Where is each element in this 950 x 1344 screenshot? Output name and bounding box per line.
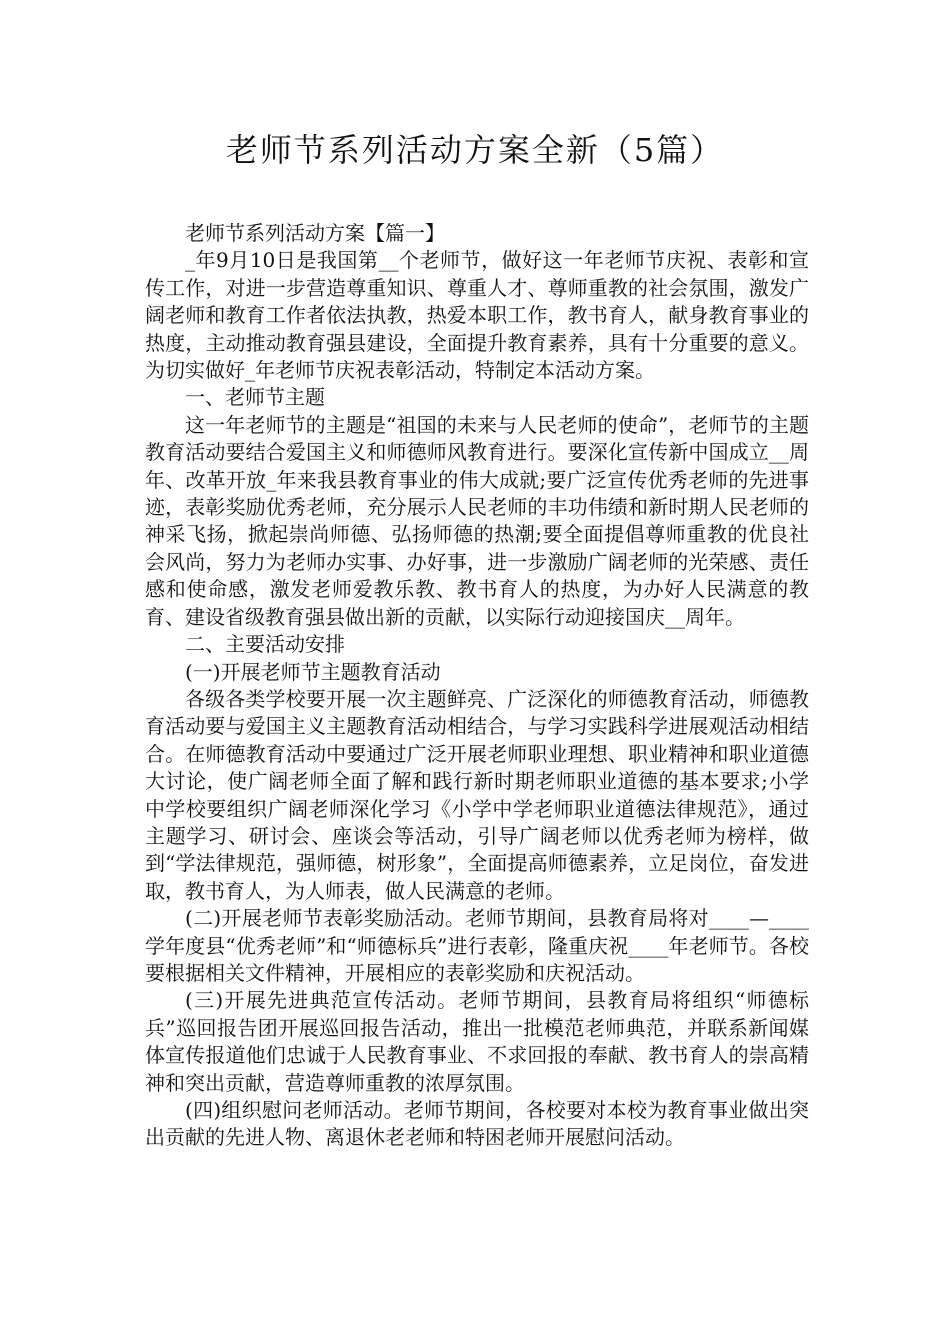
- paragraph: 这一年老师节的主题是“祖国的未来与人民老师的使命”，老师节的主题教育活动要结合爱国主义和师德师风教育进行。要深化宣传新中国成立__周年、改革开放_年来我县教育事业的伟大成就;要广泛宣传优秀老师的先进事迹，表彰奖励优秀老师，充分展示人民老师的丰功伟绩和新时期人民老师的神采飞扬，掀起崇尚师德、弘扬师德的热潮;要全面提倡尊师重教的优良社会风尚，努力为老师办实事、办好事，进一步激励广阔老师的光荣感、责任感和使命感，激发老师爱教乐教、教书育人的热度，为办好人民满意的教育、建设省级教育强县做出新的贡献，以实际行动迎接国庆__周年。: [145, 412, 809, 629]
- paragraph: (三)开展先进典范宣传活动。老师节期间，县教育局将组织“师德标兵”巡回报告团开展巡回报告活动，推出一批模范老师典范，并联系新闻媒体宣传报道他们忠诚于人民教育事业、不求回报的奉献、教书育人的崇高精神和突出贡献，营造尊师重教的浓厚氛围。: [145, 988, 809, 1095]
- paragraph: (二)开展老师节表彰奖励活动。老师节期间，县教育局将对____—____学年度县“优秀老师”和“师德标兵”进行表彰，隆重庆祝____年老师节。各校要根据相关文件精神，开展相应的表彰奖励和庆祝活动。: [145, 906, 809, 985]
- document-body: [145, 220, 809, 1152]
- section-heading: 老师节系列活动方案【篇一】: [185, 221, 445, 245]
- document-title: 老师节系列活动方案全新（5篇）: [225, 131, 725, 169]
- paragraph: (四)组织慰问老师活动。老师节期间，各校要对本校为教育事业做出突出贡献的先进人物、离退休老老师和特困老师开展慰问活动。: [145, 1098, 809, 1150]
- section-heading: 一、老师节主题: [185, 385, 325, 410]
- section-heading: 二、主要活动安排: [185, 632, 345, 657]
- subsection-heading: (一)开展老师节主题教育活动: [185, 659, 441, 684]
- paragraph: 各级各类学校要开展一次主题鲜亮、广泛深化的师德教育活动，师德教育活动要与爱国主义主题教育活动相结合，与学习实践科学进展观活动相结合。在师德教育活动中要通过广泛开展老师职业理想、职业精神和职业道德大讨论，使广阔老师全面了解和践行新时期老师职业道德的基本要求;小学中学校要组织广阔老师深化学习《小学中学老师职业道德法律规范》，通过主题学习、研讨会、座谈会等活动，引导广阔老师以优秀老师为榜样，做到“学法律规范，强师德，树形象”，全面提高师德素养，立足岗位，奋发进取，教书育人，为人师表，做人民满意的老师。: [145, 686, 809, 903]
- paragraph: _年9月10日是我国第__个老师节，做好这一年老师节庆祝、表彰和宣传工作，对进一步营造尊重知识、尊重人才、尊师重教的社会氛围，激发广阔老师和教育工作者依法执教，热爱本职工作，教书育人，献身教育事业的热度，主动推动教育强县建设，全面提升教育素养，具有十分重要的意义。为切实做好_年老师节庆祝表彰活动，特制定本活动方案。: [145, 248, 809, 383]
